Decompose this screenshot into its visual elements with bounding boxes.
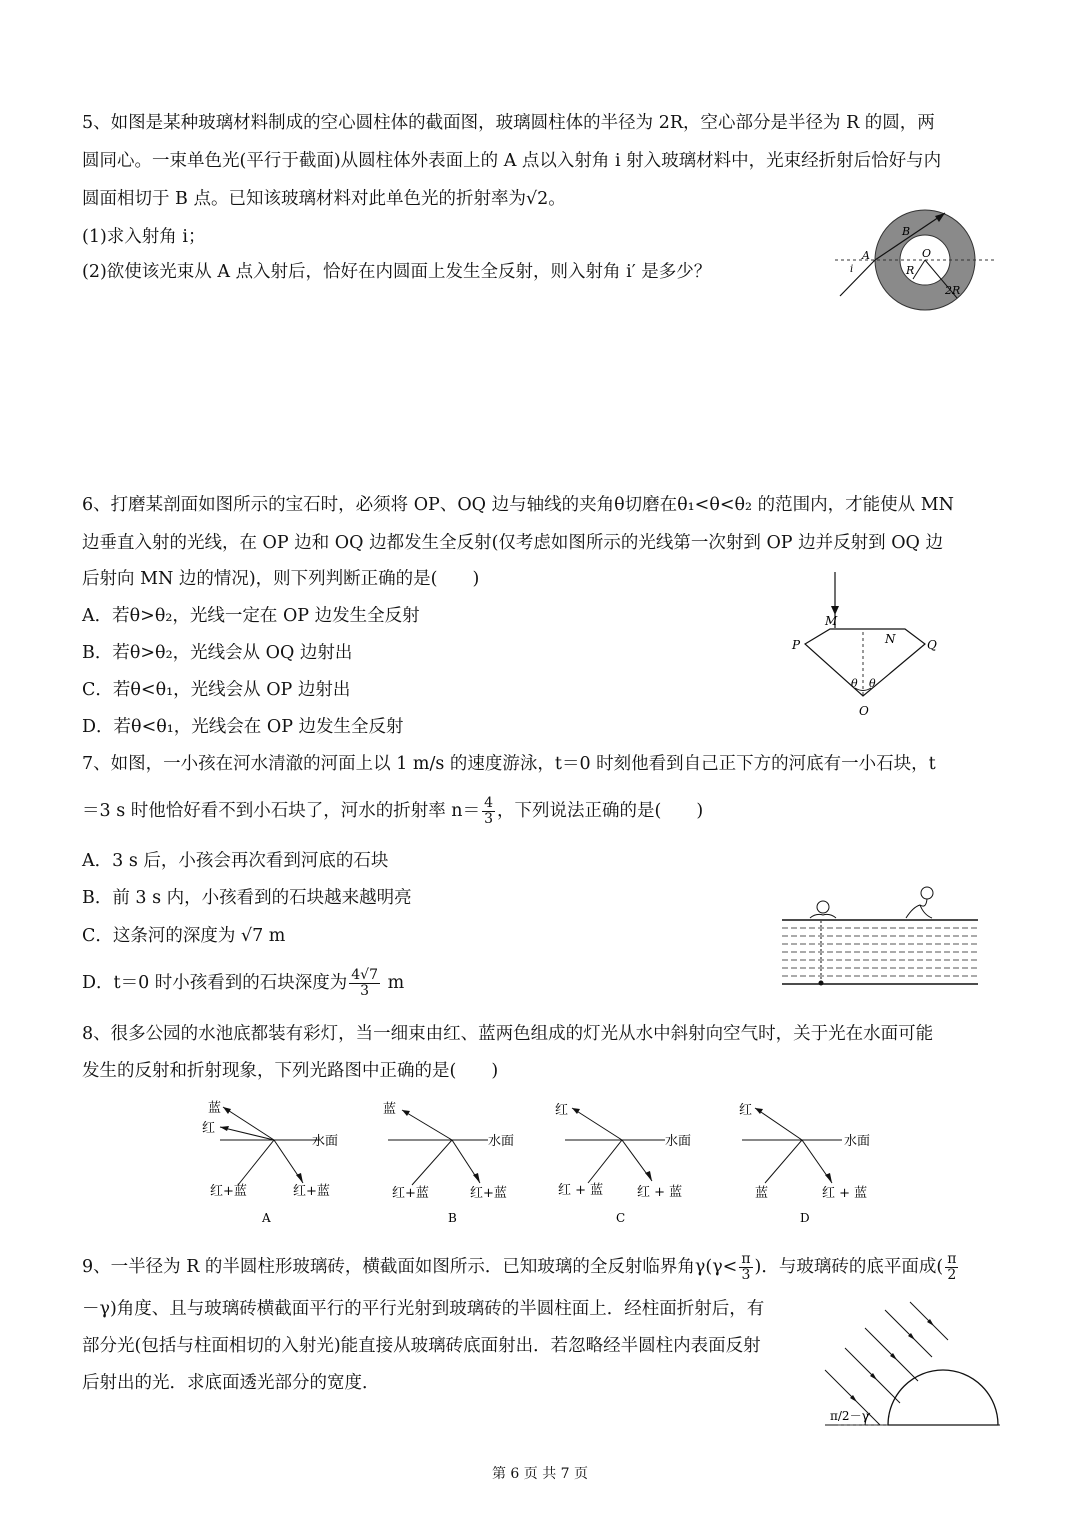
diagram-b [383, 1101, 514, 1225]
label-low1: 红+蓝 [210, 1184, 247, 1199]
label-R: R [906, 264, 915, 277]
label-theta-right: θ [869, 677, 876, 690]
q7-option-b: B．前 3 s 内，小孩看到的石块越来越明亮 [82, 888, 412, 908]
q7-line1: 7、如图，一小孩在河水清澈的河面上以 1 m/s 的速度游泳，t＝0 时刻他看到自己正下方的河底有一小石块，t [82, 754, 936, 774]
label-N: N [885, 632, 896, 646]
q5-line1: 5、如图是某种玻璃材料制成的空心圆柱体的截面图，玻璃圆柱体的半径为 2R，空心部分是半径为 R 的圆，两 [82, 113, 935, 133]
q6-option-c: C．若θ<θ₁，光线会从 OP 边射出 [82, 680, 351, 700]
q7-option-c: C．这条河的深度为 √7 m [82, 926, 286, 946]
q9-line2: －γ)角度、且与玻璃砖横截面平行的平行光射到玻璃砖的半圆柱面上．经柱面折射后，有 [82, 1299, 765, 1319]
label-Q: Q [927, 638, 937, 652]
q7-line2-text: ＝3 s 时他恰好看不到小石块了，河水的折射率 n＝ [82, 801, 481, 821]
label-up1: 蓝 [208, 1101, 222, 1116]
child-right-body [906, 899, 932, 918]
q7-fraction-n [482, 796, 495, 827]
q5-line2: 圆同心。一束单色光(平行于截面)从圆柱体外表面上的 A 点以入射角 i 射入玻璃材料中，光束经折射后恰好与内 [82, 151, 942, 171]
q5-line3: 圆面相切于 B 点。已知该玻璃材料对此单色光的折射率为√2。 [82, 189, 566, 209]
q8-diagrams [190, 1095, 890, 1235]
q7-figure [780, 885, 980, 990]
child-left-head [817, 901, 829, 913]
incident-ray [765, 1140, 802, 1183]
q7-n-denominator: 3 [484, 811, 493, 827]
q9-line3: 部分光(包括与柱面相切的入射光)能直接从玻璃砖底面射出．若忽略经半圆柱内表面反射 [82, 1336, 761, 1356]
label-B: B [902, 225, 911, 238]
q9-line1 [82, 1252, 960, 1283]
incident-ray [412, 1140, 452, 1185]
label-low1: 蓝 [755, 1186, 769, 1201]
q8-line2: 发生的反射和折射现象，下列光路图中正确的是( ) [82, 1061, 499, 1081]
q7-depth-numerator: 4√7 [351, 967, 379, 983]
label-low1: 红+蓝 [392, 1186, 429, 1201]
label-option: C [616, 1211, 626, 1225]
label-up1: 红 [555, 1103, 569, 1118]
q7-option-d-text: D．t＝0 时小孩看到的石块深度为 [82, 973, 348, 993]
label-water: 水面 [312, 1134, 339, 1149]
label-water: 水面 [665, 1134, 692, 1149]
q6-line3: 后射向 MN 边的情况)，则下列判断正确的是( ) [82, 569, 480, 589]
refracted-ray [572, 1108, 622, 1140]
q5-sub1: (1)求入射角 i； [82, 227, 206, 247]
q6-line1: 6、打磨某剖面如图所示的宝石时，必须将 OP、OQ 边与轴线的夹角θ切磨在θ₁<θ<θ₂ 的范围内，才能使从 MN [82, 495, 954, 515]
q9-line1-mid: )．与玻璃砖的底平面成( [754, 1257, 944, 1277]
label-2R: 2R [945, 284, 961, 297]
label-low2: 红+蓝 [293, 1184, 330, 1199]
label-angle: π/2－γ [830, 1409, 869, 1423]
diagram-d [739, 1103, 870, 1225]
label-up2: 红 [202, 1121, 216, 1136]
incident-ray [840, 260, 875, 296]
label-option: D [800, 1211, 810, 1225]
label-low1: 红 + 蓝 [558, 1183, 604, 1198]
q6-figure [785, 570, 945, 720]
label-up1: 红 [739, 1103, 753, 1118]
q6-option-b: B．若θ>θ₂，光线会从 OQ 边射出 [82, 643, 353, 663]
label-A: A [862, 249, 870, 262]
label-theta-left: θ [851, 677, 858, 690]
arrow-head [220, 1126, 229, 1131]
q9-line1-text: 9、一半径为 R 的半圆柱形玻璃砖，横截面如图所示．已知玻璃的全反射临界角γ(γ< [82, 1257, 738, 1277]
refracted-ray [755, 1108, 802, 1140]
q8-line1: 8、很多公园的水池底都装有彩灯，当一细束由红、蓝两色组成的灯光从水中斜射向空气时，关于光在水面可能 [82, 1024, 934, 1044]
q6-option-d: D．若θ<θ₁，光线会在 OP 边发生全反射 [82, 717, 404, 737]
q7-n-numerator: 4 [484, 795, 493, 811]
gem-outline [805, 629, 925, 696]
label-water: 水面 [844, 1134, 871, 1149]
q9-pi2: π [947, 1251, 957, 1267]
q9-figure [820, 1300, 1005, 1435]
refracted-blue [223, 1107, 274, 1140]
q5-sub2: (2)欲使该光束从 A 点入射后，恰好在内圆面上发生全反射，则入射角 i′ 是多少？ [82, 262, 712, 282]
q7-option-d-unit: m [382, 973, 405, 993]
q9-fraction-pi2 [945, 1252, 958, 1283]
stone [819, 981, 824, 986]
q9-fraction-pi3 [739, 1252, 752, 1283]
label-low2: 红+蓝 [470, 1186, 507, 1201]
q6-option-a: A．若θ>θ₂，光线一定在 OP 边发生全反射 [82, 606, 420, 626]
q7-line2 [82, 796, 703, 827]
q5-figure [830, 208, 1000, 318]
refracted-red [220, 1127, 274, 1140]
label-option: B [448, 1211, 457, 1225]
label-low2: 红 + 蓝 [822, 1186, 868, 1201]
incident-ray [588, 1140, 622, 1183]
label-O: O [859, 704, 869, 718]
q7-fraction-depth [349, 968, 380, 999]
arrow-head [223, 1107, 231, 1114]
q7-line2-tail: ，下列说法正确的是( ) [497, 801, 704, 821]
q7-depth-denominator: 3 [360, 983, 370, 999]
label-M: M [825, 614, 838, 628]
page-footer: 第 6 页 共 7 页 [491, 1466, 589, 1482]
incident-ray [238, 1140, 274, 1185]
child-left-body [810, 914, 836, 918]
label-i: i [850, 264, 854, 275]
q9-two: 2 [947, 1267, 957, 1283]
diagram-c [555, 1103, 691, 1225]
label-O: O [922, 247, 932, 260]
refracted-ray [402, 1110, 452, 1140]
label-up1: 蓝 [383, 1102, 397, 1117]
arrow-head [402, 1110, 410, 1116]
label-P: P [792, 638, 801, 652]
arrow-head [572, 1108, 580, 1114]
q7-option-a: A．3 s 后，小孩会再次看到河底的石块 [82, 851, 389, 871]
diagram-a [202, 1100, 338, 1225]
label-option: A [262, 1211, 271, 1225]
q6-line2: 边垂直入射的光线，在 OP 边和 OQ 边都发生全反射(仅考虑如图所示的光线第一次射到 OP 边并反射到 OQ 边 [82, 533, 943, 553]
q9-pi: π [741, 1251, 751, 1267]
child-right-head [921, 887, 933, 899]
semicircle-brick [888, 1370, 998, 1425]
q9-three: 3 [741, 1267, 751, 1283]
label-water: 水面 [488, 1134, 515, 1149]
q9-line4: 后射出的光．求底面透光部分的宽度． [82, 1373, 380, 1393]
q7-option-d [82, 968, 404, 999]
label-low2: 红 + 蓝 [637, 1185, 683, 1200]
